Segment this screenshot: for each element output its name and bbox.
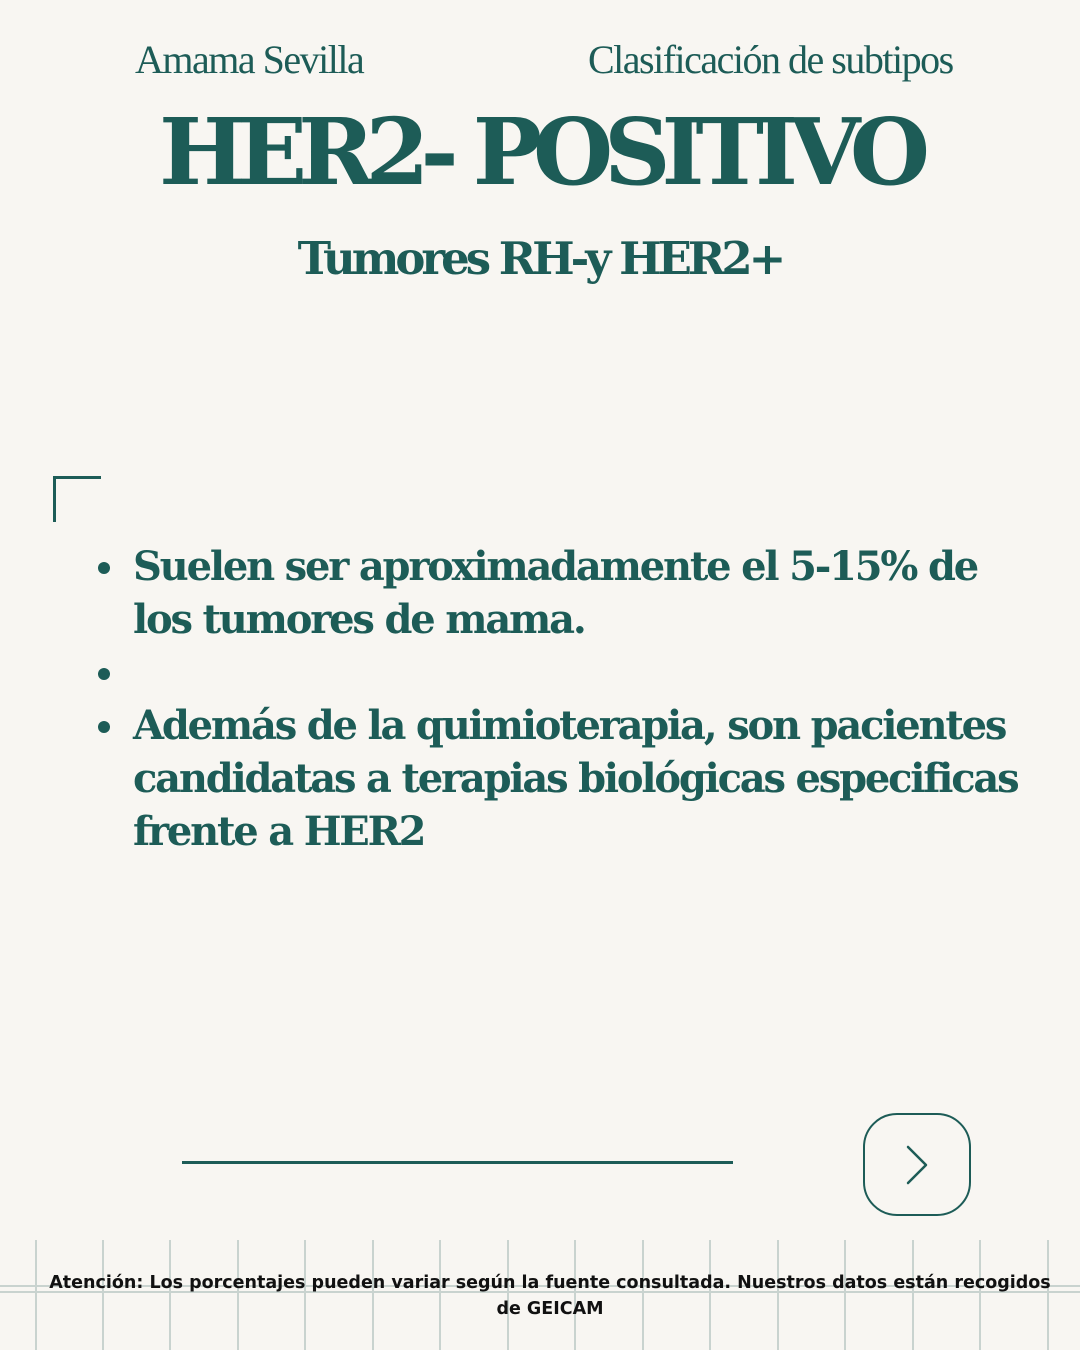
next-button[interactable] (863, 1113, 971, 1216)
disclaimer-notice: Atención: Los porcentajes pueden variar según la fuente consultada. Nuestros datos están recogidos de GEICAM (49, 1273, 1051, 1319)
page-title: HER2- POSITIVO (159, 98, 921, 206)
corner-bracket-decoration (53, 476, 101, 522)
topic-label: Clasificación de subtipos (588, 37, 953, 82)
bullet-item-empty (133, 646, 1023, 699)
divider-line (182, 1161, 733, 1164)
page-subtitle: Tumores RH-y HER2+ (297, 232, 783, 285)
bullet-item-treatment: Además de la quimioterapia, son pacientes candidatas a terapias biológicas especificas frente a HER2 (133, 699, 1023, 858)
chevron-right-icon (902, 1143, 932, 1187)
bullet-list (133, 540, 1023, 858)
bullet-item-frequency: Suelen ser aproximadamente el 5-15% de los tumores de mama. (133, 540, 1023, 646)
brand-name: Amama Sevilla (135, 37, 364, 82)
